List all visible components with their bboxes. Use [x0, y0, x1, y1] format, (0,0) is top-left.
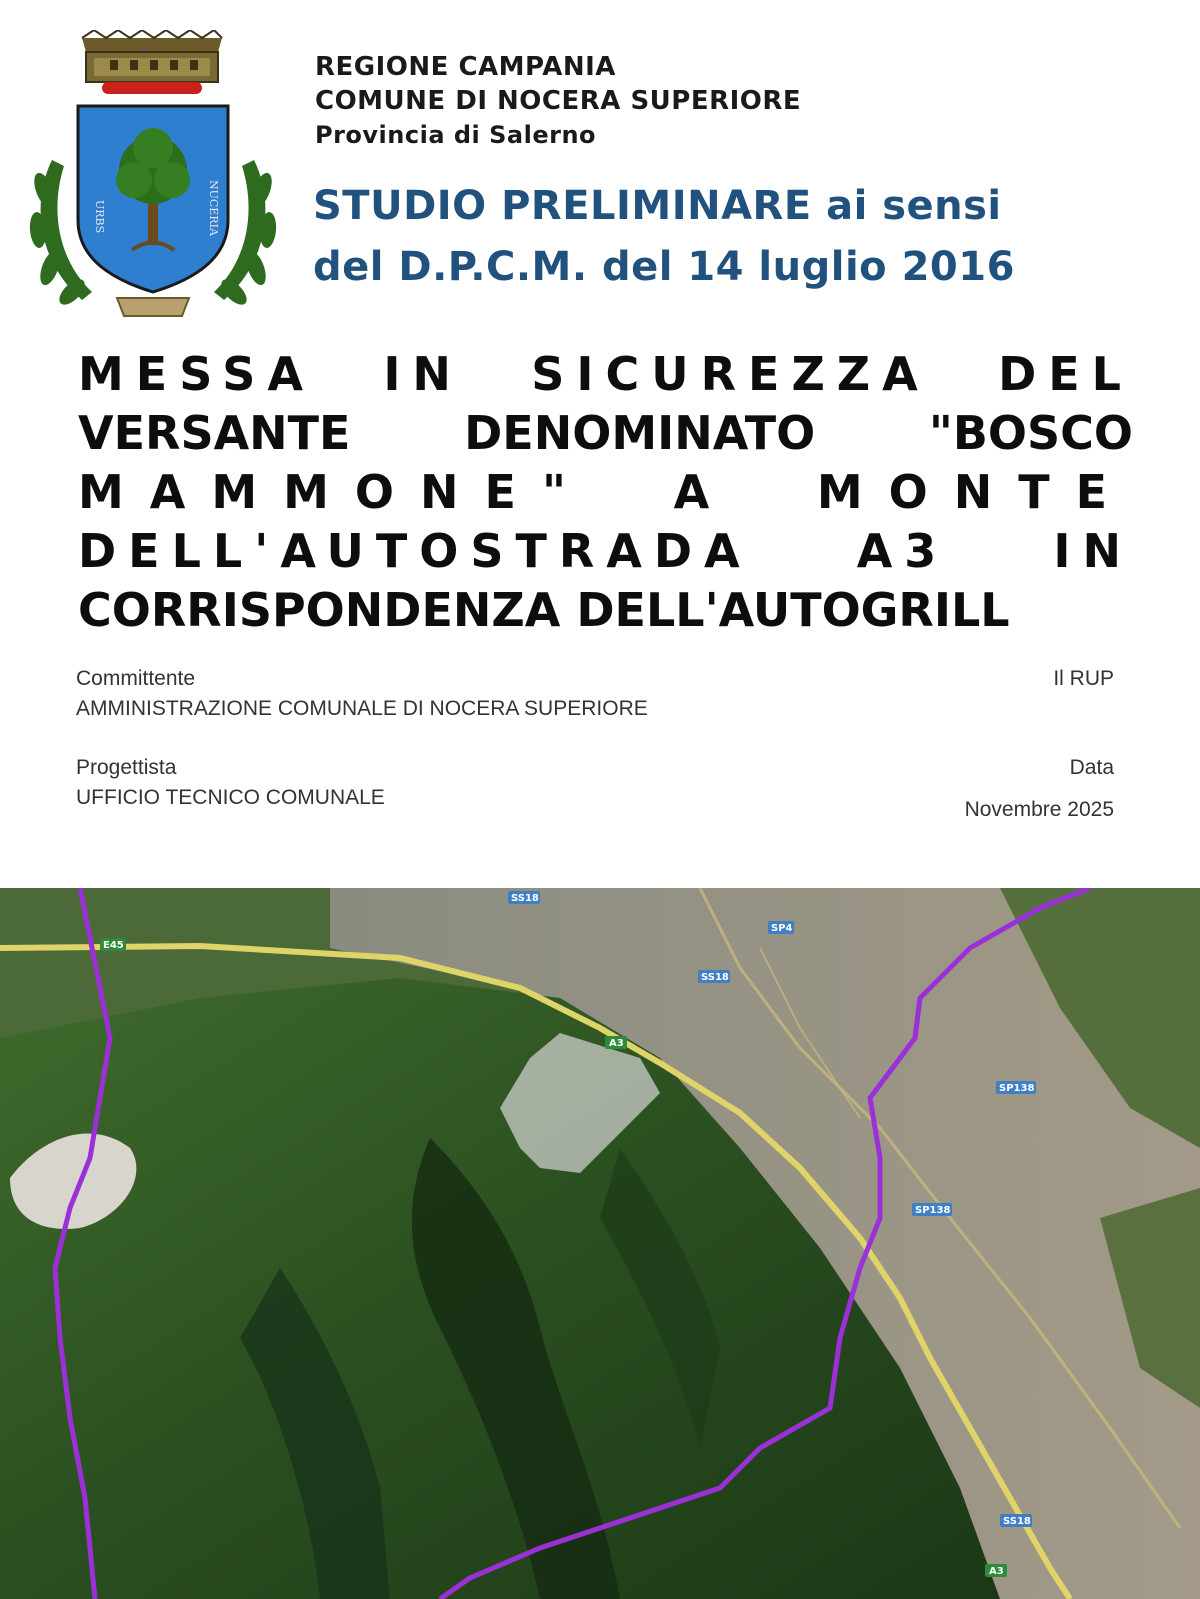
title-word: "BOSCO	[928, 406, 1133, 460]
title-word: DELL'AUTOSTRADA	[78, 524, 752, 578]
road-badge-e45	[100, 938, 126, 951]
title-word: MAMMONE"	[78, 465, 592, 519]
svg-text:A3: A3	[609, 1038, 624, 1049]
header-provincia: Provincia di Salerno	[315, 121, 597, 149]
road-badge-ss18	[698, 970, 730, 983]
main-title-line-1	[78, 345, 1133, 404]
svg-text:SP138: SP138	[999, 1083, 1035, 1094]
committente-value: AMMINISTRAZIONE COMUNALE DI NOCERA SUPERIORE	[76, 697, 648, 720]
road-badge-sp4	[768, 921, 794, 934]
studio-title-line-2: del D.P.C.M. del 14 luglio 2016	[313, 244, 1015, 290]
title-word: DENOMINATO	[464, 406, 816, 460]
title-word: A	[673, 465, 736, 519]
svg-text:A3: A3	[989, 1566, 1004, 1577]
title-word: VERSANTE	[78, 406, 351, 460]
crown-icon	[82, 30, 222, 94]
road-badge-a3	[985, 1564, 1007, 1577]
title-word: A3	[856, 524, 949, 578]
title-word: SICUREZZA	[531, 347, 930, 401]
road-badge-a3	[605, 1036, 627, 1049]
title-word: MONTE	[816, 465, 1133, 519]
svg-text:SS18: SS18	[701, 972, 729, 983]
title-word: IN	[1053, 524, 1133, 578]
road-badge-ss18	[508, 891, 540, 904]
rup-label: Il RUP	[1053, 667, 1114, 690]
coat-of-arms-icon	[22, 30, 284, 320]
crest-right-text: NUCERIA	[207, 180, 220, 236]
title-word: DEL	[998, 347, 1133, 401]
svg-text:E45: E45	[103, 940, 124, 951]
main-title-line-2	[78, 404, 1133, 463]
data-label: Data	[1069, 756, 1114, 779]
road-badge-ss18	[1000, 1514, 1032, 1527]
progettista-value: UFFICIO TECNICO COMUNALE	[76, 786, 385, 809]
road-badge-sp138	[996, 1081, 1036, 1094]
satellite-map-image	[0, 888, 1200, 1599]
header-region: REGIONE CAMPANIA	[315, 52, 616, 82]
satellite-map	[0, 888, 1200, 1599]
data-value: Novembre 2025	[964, 798, 1114, 821]
progettista-label: Progettista	[76, 756, 177, 779]
svg-text:SS18: SS18	[511, 893, 539, 904]
main-title-line-5: CORRISPONDENZA DELL'AUTOGRILL	[78, 583, 1010, 637]
crest-left-text: URBS	[93, 200, 106, 234]
title-word: MESSA	[78, 347, 315, 401]
main-title-line-4	[78, 522, 1133, 581]
studio-title-line-1: STUDIO PRELIMINARE ai sensi	[313, 183, 1002, 229]
committente-label: Committente	[76, 667, 196, 690]
svg-text:SP138: SP138	[915, 1205, 951, 1216]
title-word: IN	[383, 347, 463, 401]
svg-text:SS18: SS18	[1003, 1516, 1031, 1527]
svg-text:SP4: SP4	[771, 923, 793, 934]
main-title-line-3	[78, 463, 1133, 522]
road-badge-sp138	[912, 1203, 952, 1216]
header-comune: COMUNE DI NOCERA SUPERIORE	[315, 86, 802, 116]
